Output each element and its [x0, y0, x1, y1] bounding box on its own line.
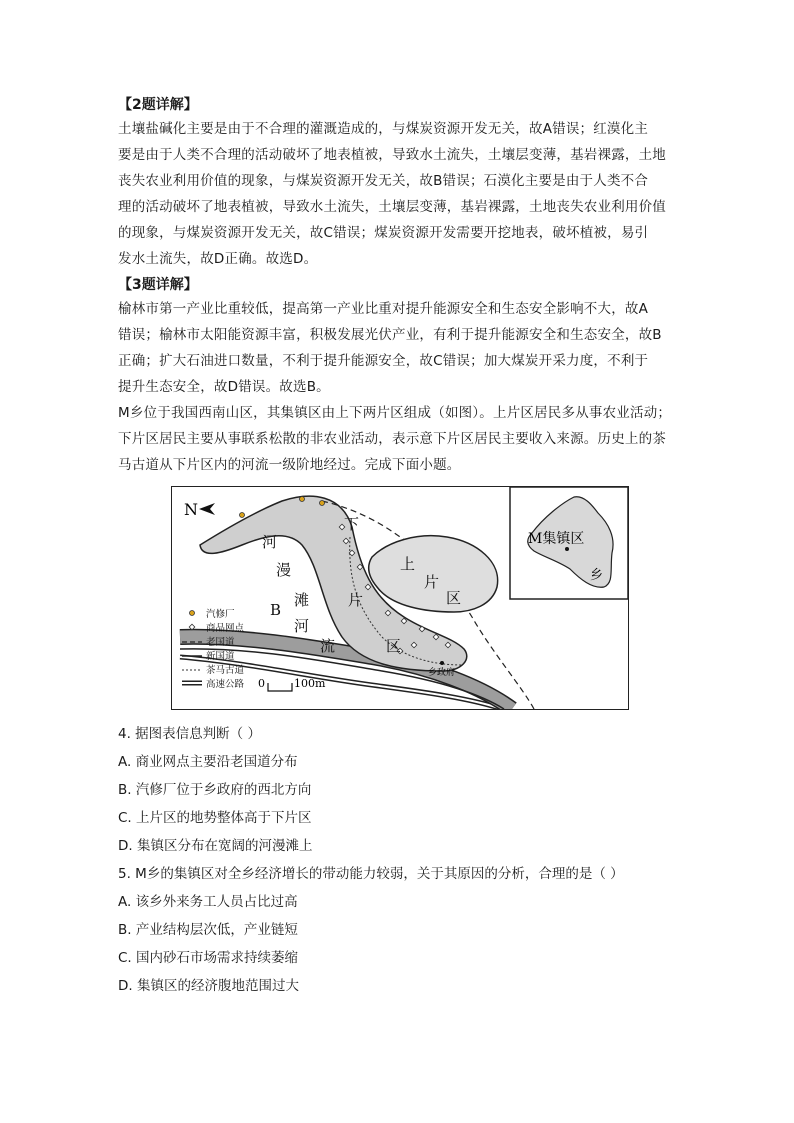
scale-bar [258, 677, 326, 691]
q5-option-a[interactable]: A. 该乡外来务工人员占比过高 [118, 894, 298, 910]
q5-option-c[interactable]: C. 国内砂石市场需求持续萎缩 [118, 950, 299, 966]
q3-explanation [118, 296, 678, 400]
legend-label: 汽修厂 [206, 609, 235, 620]
gov-marker [440, 661, 444, 665]
q4-option-d[interactable]: D. 集镇区分布在宽阔的河漫滩上 [118, 838, 313, 854]
label-lower-zone: 区 [386, 637, 402, 655]
q2-line: 发水土流失，故D正确。故选D。 [118, 251, 318, 267]
intro-line: M乡位于我国西南山区，其集镇区由上下两片区组成（如图）。上片区居民多从事农业活动； [118, 405, 672, 421]
label-gov: 乡政府 [428, 668, 456, 678]
label-floodplain: 漫 [276, 561, 292, 579]
document-page [118, 92, 678, 1000]
q4-option-a[interactable]: A. 商业网点主要沿老国道分布 [118, 754, 298, 770]
inset-town-label: M集镇区 [528, 531, 585, 547]
legend-label: 老国道 [206, 637, 235, 648]
q5-option-b[interactable]: B. 产业结构层次低，产业链短 [118, 922, 298, 938]
q5-option-d[interactable]: D. 集镇区的经济腹地范围过大 [118, 978, 299, 994]
label-lower-zone: 片 [348, 591, 364, 609]
label-upper-zone: 上 [400, 555, 416, 573]
q4-option-b[interactable]: B. 汽修厂位于乡政府的西北方向 [118, 782, 312, 798]
q3-line: 正确；扩大石油进口数量，不利于提升能源安全，故C错误；加大煤炭开采力度，不利于 [118, 353, 649, 369]
q3-line: 榆林市第一产业比重较低，提高第一产业比重对提升能源安全和生态安全影响不大，故A [118, 301, 649, 317]
q3-line: 提升生态安全，故D错误。故选B。 [118, 379, 330, 395]
north-arrow-icon [199, 503, 215, 515]
q3-line: 错误；榆林市太阳能资源丰富，积极发展光伏产业，有利于提升能源安全和生态安全，故B [118, 327, 662, 343]
label-upper-zone: 片 [424, 573, 440, 591]
legend-label: 新国道 [206, 651, 235, 662]
q2-explanation [118, 116, 678, 272]
intro-line: 下片区居民主要从事联系松散的非农业活动，表示意下片区居民主要收入来源。历史上的茶 [118, 431, 666, 447]
intro-line: 马古道从下片区内的河流一级阶地经过。完成下面小题。 [118, 457, 461, 473]
q2-line: 丧失农业利用价值的现象，与煤炭资源开发无关，故B错误；石漠化主要是由于人类不合 [118, 173, 649, 189]
q2-line: 土壤盐碱化主要是由于不合理的灌溉造成的，与煤炭资源开发无关，故A错误；红漠化主 [118, 121, 649, 137]
q4-option-c[interactable]: C. 上片区的地势整体高于下片区 [118, 810, 312, 826]
label-lower-zone: 下 [344, 515, 360, 533]
q3-header: 【3题详解】 [118, 277, 198, 293]
repair-shop-marker [240, 513, 245, 518]
q2-line: 要是由于人类不合理的活动破坏了地表植被，导致水土流失，土壤层变薄，基岩裸露，土地 [118, 147, 666, 163]
scale-zero: 0 [258, 677, 265, 690]
label-upper-zone: 区 [446, 589, 462, 607]
q4-stem: 4. 据图表信息判断（ ） [118, 726, 261, 742]
town-map [172, 487, 628, 709]
inset-xiang-label: 乡 [590, 568, 604, 583]
legend-repair-icon [190, 611, 195, 616]
label-river: 河 [294, 617, 310, 635]
legend-label: 高速公路 [206, 679, 245, 690]
label-floodplain: 滩 [294, 591, 310, 609]
q2-header: 【2题详解】 [118, 97, 198, 113]
repair-shop-marker [320, 501, 325, 506]
label-river: B [270, 601, 282, 619]
q2-line: 的现象，与煤炭资源开发无关，故C错误；煤炭资源开发需要开挖地表，破坏植被，易引 [118, 225, 649, 241]
town-map-figure [171, 486, 629, 710]
north-label: N [184, 500, 198, 519]
inset-town-marker [565, 547, 569, 551]
legend-label: 商品网点 [206, 623, 245, 634]
repair-shop-marker [300, 497, 305, 502]
legend-label: 茶马古道 [206, 665, 245, 676]
q2-line: 理的活动破坏了地表植被，导致水土流失，土壤层变薄，基岩裸露，土地丧失农业利用价值 [118, 199, 666, 215]
q5-stem: 5. M乡的集镇区对全乡经济增长的带动能力较弱，关于其原因的分析，合理的是（ ） [118, 866, 624, 882]
label-floodplain: 河 [262, 533, 278, 551]
intro-passage [118, 400, 678, 478]
scale-dist: 100m [294, 677, 326, 690]
label-river: 流 [320, 637, 336, 655]
